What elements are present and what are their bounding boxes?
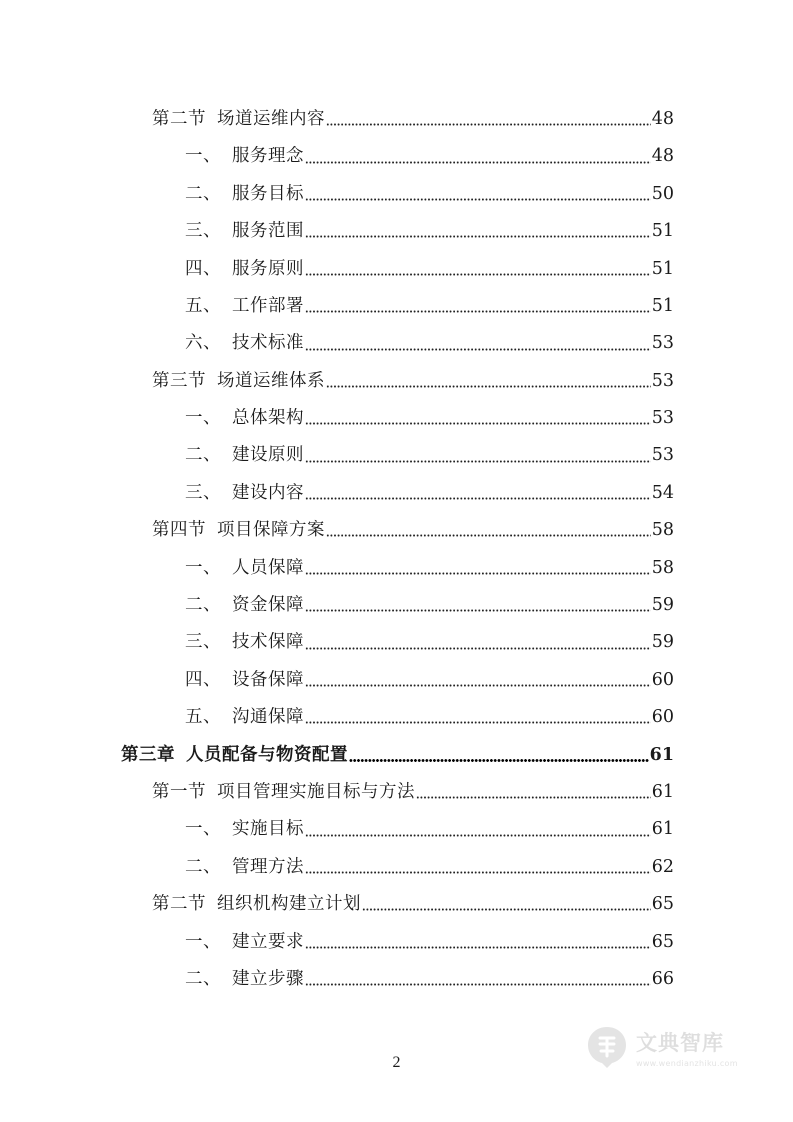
toc-entry[interactable] (0, 737, 674, 774)
toc-entry-title (185, 410, 304, 428)
dot-leader (326, 123, 651, 126)
toc-entry-title (152, 522, 325, 540)
toc-entry-title (152, 370, 325, 391)
toc-entry-number: 一、 (185, 557, 221, 578)
toc-entry-text: 服务范围 (232, 221, 304, 242)
toc-entry-page: 51 (651, 258, 674, 279)
toc-entry[interactable] (0, 251, 674, 288)
toc-entry-title (185, 482, 304, 503)
toc-entry-text: 技术保障 (232, 632, 304, 653)
toc-entry-title (185, 709, 304, 727)
toc-entry-text: 沟通保障 (232, 707, 304, 728)
dot-leader (326, 534, 651, 537)
toc-entry-page: 53 (651, 445, 674, 466)
toc-entry-page: 66 (651, 968, 674, 989)
toc-entry-text: 项目保障方案 (217, 520, 325, 541)
toc-entry-title (185, 669, 304, 690)
dot-leader (305, 871, 651, 874)
toc-entry-title (185, 295, 304, 316)
dot-leader (305, 198, 651, 201)
toc-entry-number: 二、 (185, 856, 221, 877)
toc-entry-page: 65 (651, 931, 674, 952)
dot-leader (305, 497, 651, 500)
dot-leader (326, 385, 651, 388)
toc-entry-page: 60 (651, 707, 674, 728)
toc-entry-page: 58 (651, 557, 674, 578)
toc-entry-page: 48 (651, 108, 674, 129)
toc-entry-page: 53 (651, 333, 674, 354)
toc-entry-title (152, 781, 415, 802)
toc-entry-number: 四、 (185, 258, 221, 279)
toc-entry[interactable] (0, 101, 674, 138)
toc-entry-number: 二、 (185, 595, 221, 616)
toc-entry-title (121, 744, 348, 765)
toc-entry-number: 二、 (185, 445, 221, 466)
watermark-url: www.wendianzhiku.com (636, 1058, 738, 1068)
toc-entry-page: 62 (651, 856, 674, 877)
toc-entry-page: 61 (651, 819, 674, 840)
dot-leader (305, 310, 651, 313)
toc-entry-page: 61 (649, 744, 674, 765)
toc-entry-text: 工作部署 (232, 295, 304, 316)
toc-entry-text: 人员保障 (232, 557, 304, 578)
toc-entry[interactable] (0, 961, 674, 998)
toc-entry-page: 53 (651, 370, 674, 391)
toc-entry[interactable] (0, 438, 674, 475)
dot-leader (349, 759, 649, 762)
dot-leader (416, 796, 651, 799)
toc-entry-number: 六、 (185, 333, 221, 354)
toc-entry-title (185, 557, 304, 578)
dot-leader (305, 235, 651, 238)
toc-entry-text: 管理方法 (232, 856, 304, 877)
toc-entry-text: 资金保障 (232, 595, 304, 616)
toc-entry-page: 61 (651, 781, 674, 802)
toc-entry-text: 总体架构 (232, 408, 304, 429)
dot-leader (305, 609, 651, 612)
toc-entry[interactable] (0, 213, 674, 250)
dot-leader (305, 422, 651, 425)
toc-entry-text: 建设原则 (232, 445, 304, 466)
toc-entry-number: 五、 (185, 707, 221, 728)
toc-entry[interactable] (0, 587, 674, 624)
toc-entry-title (185, 821, 304, 839)
toc-entry[interactable] (0, 325, 674, 362)
watermark-logo-icon (584, 1024, 630, 1070)
toc-entry-page: 59 (651, 595, 674, 616)
toc-entry-title (185, 968, 304, 989)
toc-entry-text: 设备保障 (232, 669, 304, 690)
toc-entry-number: 一、 (185, 819, 221, 840)
toc-entry-text: 建立要求 (232, 931, 304, 952)
toc-entry-title (152, 896, 361, 914)
toc-entry-page: 48 (651, 146, 674, 167)
toc-entry[interactable] (0, 550, 674, 587)
toc-entry-text: 服务目标 (232, 183, 304, 204)
toc-entry-text: 建设内容 (232, 482, 304, 503)
toc-entry-number: 第一节 (152, 781, 206, 802)
toc-entry-number: 三、 (185, 482, 221, 503)
toc-entry-title (185, 223, 304, 241)
toc-entry-number: 二、 (185, 968, 221, 989)
toc-entry-number: 一、 (185, 408, 221, 429)
toc-entry-page: 58 (651, 520, 674, 541)
toc-entry-title (185, 856, 304, 877)
toc-entry-number: 第三节 (152, 370, 206, 391)
toc-entry[interactable] (0, 699, 674, 736)
toc-entry-text: 技术标准 (232, 333, 304, 354)
dot-leader (305, 348, 651, 351)
toc-entry-number: 二、 (185, 183, 221, 204)
toc-entry-text: 场道运维内容 (217, 108, 325, 129)
toc-entry-page: 59 (651, 632, 674, 653)
toc-entry-text: 服务原则 (232, 258, 304, 279)
toc-entry-number: 第四节 (152, 520, 206, 541)
toc-entry-number: 四、 (185, 669, 221, 690)
toc-entry-number: 一、 (185, 931, 221, 952)
toc-entry-page: 51 (651, 295, 674, 316)
toc-entry-title (185, 634, 304, 652)
toc-entry[interactable] (0, 400, 674, 437)
toc-entry-text: 人员配备与物资配置 (186, 744, 348, 765)
toc-entry[interactable] (0, 849, 674, 886)
toc-entry-text: 服务理念 (232, 146, 304, 167)
toc-entry[interactable] (0, 811, 674, 848)
table-of-contents (0, 101, 793, 998)
toc-entry-title (185, 183, 304, 204)
toc-entry[interactable] (0, 624, 674, 661)
toc-entry-page: 53 (651, 408, 674, 429)
toc-entry[interactable] (0, 363, 674, 400)
toc-entry-text: 项目管理实施目标与方法 (217, 781, 415, 802)
dot-leader (305, 684, 651, 687)
toc-entry-number: 五、 (185, 295, 221, 316)
toc-entry[interactable] (0, 176, 674, 213)
toc-entry-title (152, 108, 325, 129)
dot-leader (305, 273, 651, 276)
watermark-name: 文典智库 (636, 1030, 724, 1055)
toc-entry-title (185, 258, 304, 279)
dot-leader (305, 161, 651, 164)
toc-entry[interactable] (0, 512, 674, 549)
toc-entry-number: 一、 (185, 146, 221, 167)
toc-entry[interactable] (0, 138, 674, 175)
toc-entry-title (185, 148, 304, 166)
watermark (584, 1018, 764, 1076)
toc-entry-page: 50 (651, 183, 674, 204)
toc-entry-text: 建立步骤 (232, 968, 304, 989)
dot-leader (305, 946, 651, 949)
dot-leader (305, 721, 651, 724)
watermark-text (636, 1027, 738, 1068)
toc-entry-text: 场道运维体系 (217, 370, 325, 391)
toc-entry-title (185, 597, 304, 615)
toc-entry-number: 三、 (185, 632, 221, 653)
toc-entry[interactable] (0, 924, 674, 961)
dot-leader (305, 572, 651, 575)
toc-entry[interactable] (0, 475, 674, 512)
toc-entry-number: 三、 (185, 221, 221, 242)
toc-entry-text: 实施目标 (232, 819, 304, 840)
toc-entry-number: 第二节 (152, 894, 206, 915)
dot-leader (305, 834, 651, 837)
toc-entry-title (185, 335, 304, 353)
toc-entry-page: 51 (651, 221, 674, 242)
toc-entry[interactable] (0, 288, 674, 325)
dot-leader (362, 908, 651, 911)
toc-entry-title (185, 447, 304, 465)
toc-entry-number: 第二节 (152, 108, 206, 129)
page-number: 2 (392, 1054, 401, 1071)
dot-leader (305, 460, 651, 463)
dot-leader (305, 983, 651, 986)
toc-entry[interactable] (0, 886, 674, 923)
toc-entry-title (185, 931, 304, 952)
toc-entry-number: 第三章 (121, 744, 175, 765)
toc-entry[interactable] (0, 774, 674, 811)
toc-entry-page: 54 (651, 482, 674, 503)
toc-entry-text: 组织机构建立计划 (217, 894, 361, 915)
toc-entry-page: 60 (651, 669, 674, 690)
toc-entry[interactable] (0, 662, 674, 699)
dot-leader (305, 647, 651, 650)
toc-entry-page: 65 (651, 894, 674, 915)
